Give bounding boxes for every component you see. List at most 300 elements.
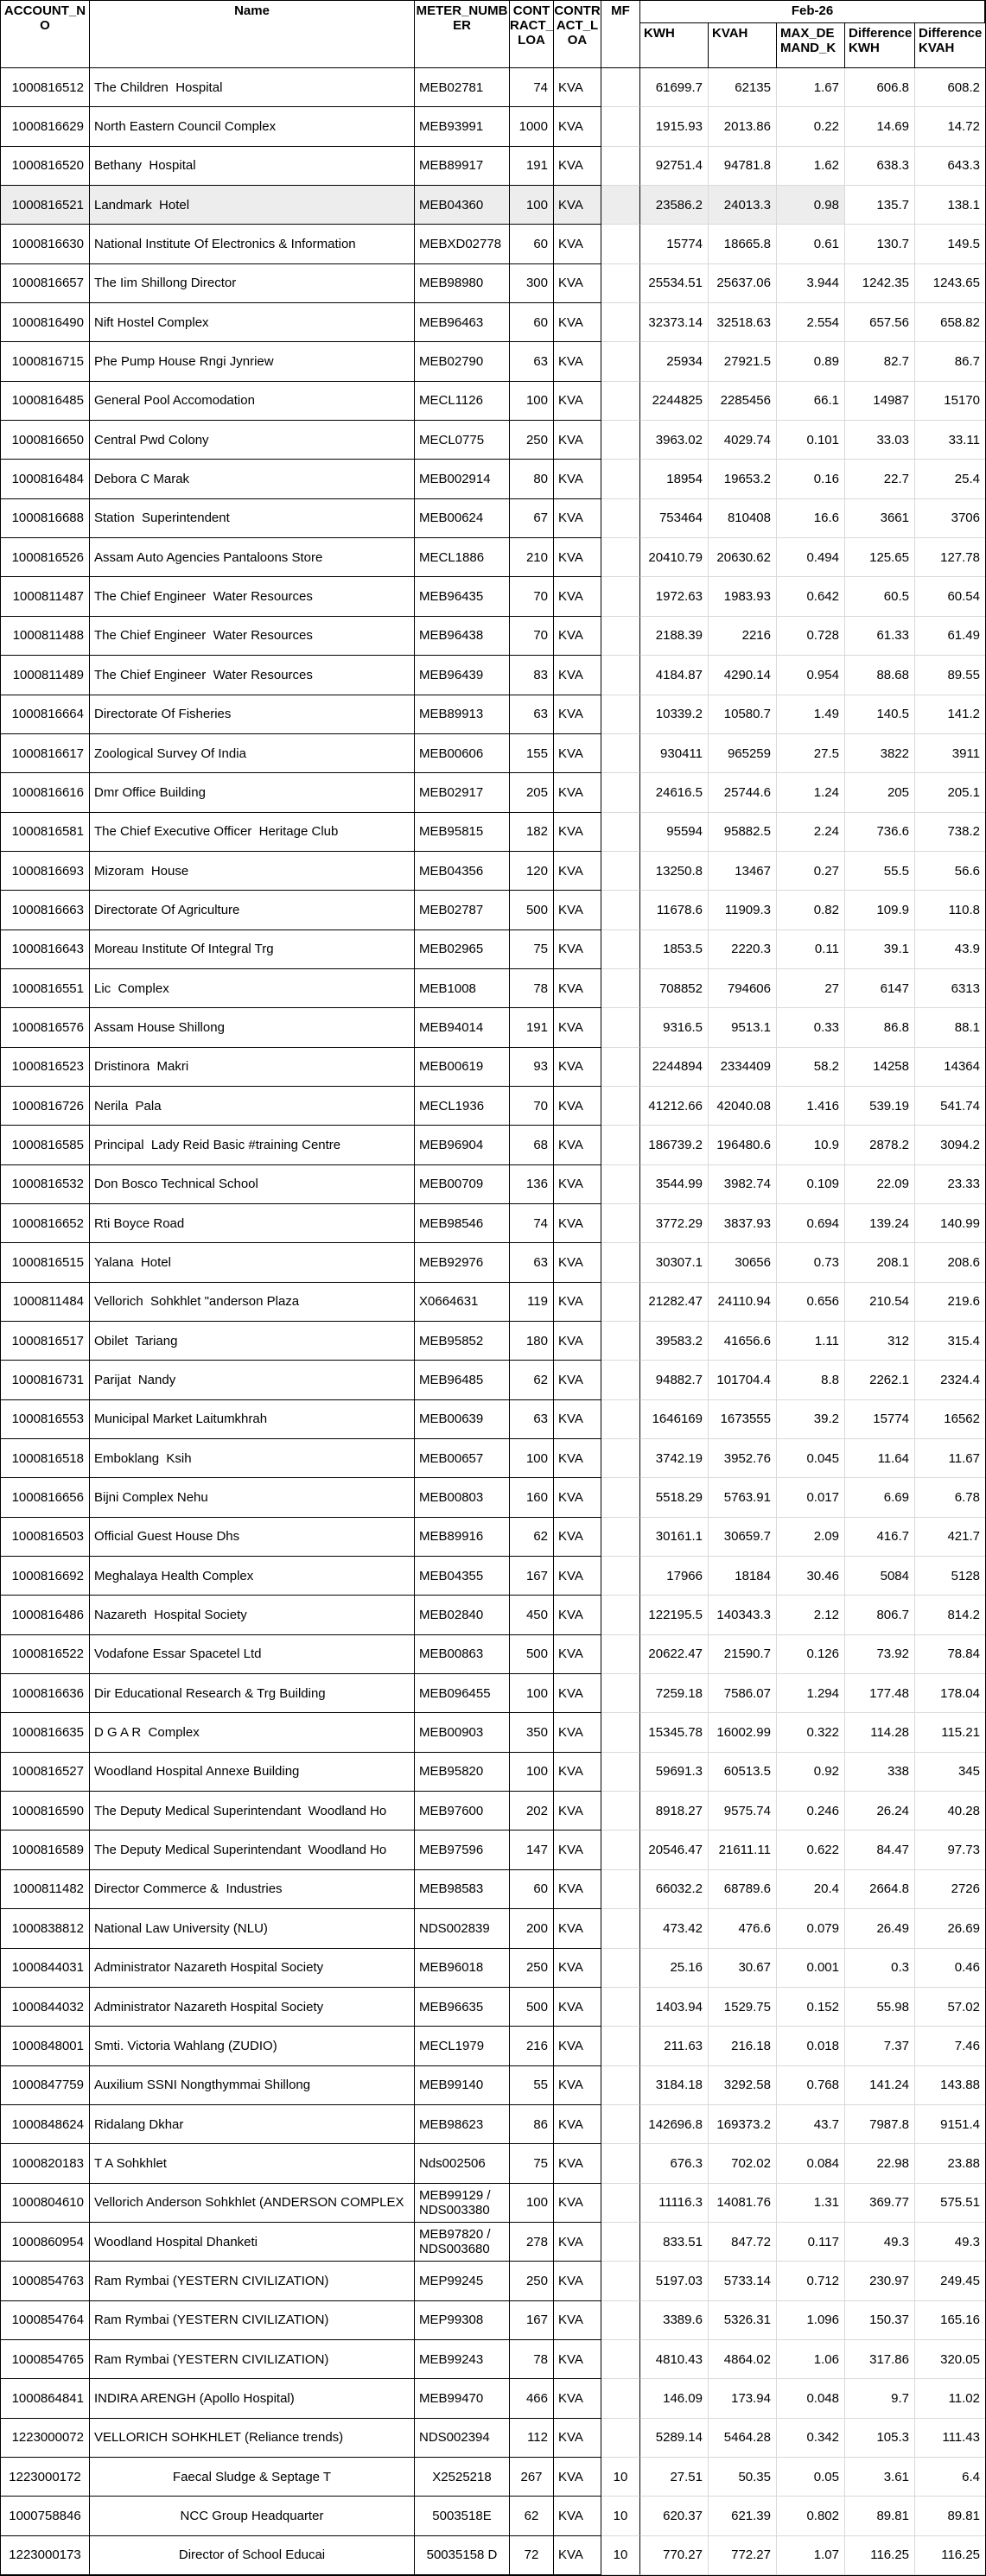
- cell-kwh[interactable]: 94882.7: [640, 1361, 709, 1399]
- cell-difference-kwh[interactable]: 2878.2: [845, 1126, 915, 1164]
- cell-account[interactable]: 1000816515: [1, 1243, 90, 1282]
- cell-kvah[interactable]: 5326.31: [709, 2301, 777, 2340]
- cell-difference-kvah[interactable]: 345: [915, 1753, 985, 1792]
- cell-kvah[interactable]: 18665.8: [709, 225, 777, 263]
- cell-contract-load[interactable]: 278: [510, 2223, 554, 2262]
- cell-contract-load[interactable]: 60: [510, 303, 554, 342]
- cell-kvah[interactable]: 25637.06: [709, 264, 777, 303]
- cell-name[interactable]: Director Commerce & Industries: [90, 1870, 415, 1909]
- cell-kvah[interactable]: 60513.5: [709, 1753, 777, 1792]
- cell-mf[interactable]: [601, 813, 640, 852]
- cell-meter-number[interactable]: MEB96439: [415, 656, 510, 695]
- cell-meter-number[interactable]: MEB00606: [415, 734, 510, 773]
- cell-account[interactable]: 1000816617: [1, 734, 90, 773]
- cell-difference-kvah[interactable]: 315.4: [915, 1322, 985, 1361]
- cell-meter-number[interactable]: MEB96435: [415, 577, 510, 616]
- cell-mf[interactable]: [601, 1635, 640, 1674]
- cell-kvah[interactable]: 3952.76: [709, 1439, 777, 1478]
- cell-difference-kwh[interactable]: 338: [845, 1753, 915, 1792]
- cell-mf[interactable]: [601, 186, 640, 225]
- cell-difference-kvah[interactable]: 88.1: [915, 1008, 985, 1047]
- cell-difference-kwh[interactable]: 60.5: [845, 577, 915, 616]
- cell-kwh[interactable]: 5518.29: [640, 1478, 709, 1517]
- cell-difference-kvah[interactable]: 127.78: [915, 538, 985, 577]
- cell-name[interactable]: Official Guest House Dhs: [90, 1518, 415, 1557]
- cell-difference-kvah[interactable]: 2726: [915, 1870, 985, 1909]
- cell-max-demand[interactable]: 0.084: [777, 2144, 845, 2183]
- cell-contract-load[interactable]: 136: [510, 1165, 554, 1204]
- cell-contract-load[interactable]: 500: [510, 891, 554, 930]
- cell-contract-load-unit[interactable]: KVA: [554, 2184, 601, 2223]
- cell-max-demand[interactable]: 1.49: [777, 695, 845, 734]
- cell-difference-kvah[interactable]: 115.21: [915, 1713, 985, 1752]
- cell-name[interactable]: The Chief Engineer Water Resources: [90, 617, 415, 656]
- cell-difference-kvah[interactable]: 541.74: [915, 1087, 985, 1126]
- cell-name[interactable]: Lic Complex: [90, 969, 415, 1008]
- cell-account[interactable]: 1000816726: [1, 1087, 90, 1126]
- cell-difference-kwh[interactable]: 606.8: [845, 68, 915, 107]
- cell-meter-number[interactable]: MEB02787: [415, 891, 510, 930]
- cell-account[interactable]: 1000816652: [1, 1204, 90, 1243]
- cell-name[interactable]: Ram Rymbai (YESTERN CIVILIZATION): [90, 2262, 415, 2300]
- cell-kwh[interactable]: 11678.6: [640, 891, 709, 930]
- cell-contract-load[interactable]: 160: [510, 1478, 554, 1517]
- cell-meter-number[interactable]: MEB04356: [415, 852, 510, 891]
- cell-name[interactable]: The Chief Engineer Water Resources: [90, 656, 415, 695]
- cell-contract-load[interactable]: 167: [510, 1557, 554, 1596]
- column-group-header-feb-26[interactable]: Feb-26: [640, 1, 985, 23]
- cell-contract-load[interactable]: 93: [510, 1048, 554, 1087]
- cell-contract-load-unit[interactable]: KVA: [554, 1322, 601, 1361]
- column-header-difference-kvah[interactable]: Difference KVAH: [915, 23, 985, 68]
- cell-kvah[interactable]: 702.02: [709, 2144, 777, 2183]
- cell-name[interactable]: Faecal Sludge & Septage T: [90, 2458, 415, 2497]
- cell-mf[interactable]: [601, 421, 640, 460]
- cell-kvah[interactable]: 810408: [709, 499, 777, 538]
- cell-difference-kwh[interactable]: 84.47: [845, 1830, 915, 1869]
- cell-contract-load[interactable]: 182: [510, 813, 554, 852]
- cell-contract-load-unit[interactable]: KVA: [554, 147, 601, 186]
- cell-meter-number[interactable]: MEB95820: [415, 1753, 510, 1792]
- cell-name[interactable]: Zoological Survey Of India: [90, 734, 415, 773]
- cell-difference-kvah[interactable]: 57.02: [915, 1988, 985, 2027]
- cell-difference-kwh[interactable]: 26.24: [845, 1792, 915, 1830]
- cell-max-demand[interactable]: 0.712: [777, 2262, 845, 2300]
- cell-contract-load-unit[interactable]: KVA: [554, 1557, 601, 1596]
- cell-max-demand[interactable]: 0.656: [777, 1283, 845, 1322]
- cell-difference-kvah[interactable]: 11.67: [915, 1439, 985, 1478]
- cell-account[interactable]: 1000816629: [1, 107, 90, 146]
- cell-meter-number[interactable]: MEB1008: [415, 969, 510, 1008]
- cell-max-demand[interactable]: 0.126: [777, 1635, 845, 1674]
- cell-account[interactable]: 1000816485: [1, 382, 90, 421]
- cell-difference-kvah[interactable]: 205.1: [915, 773, 985, 812]
- cell-contract-load-unit[interactable]: KVA: [554, 1635, 601, 1674]
- cell-name[interactable]: Don Bosco Technical School: [90, 1165, 415, 1204]
- cell-contract-load[interactable]: 500: [510, 1635, 554, 1674]
- cell-name[interactable]: Municipal Market Laitumkhrah: [90, 1400, 415, 1439]
- cell-account[interactable]: 1000816490: [1, 303, 90, 342]
- cell-kwh[interactable]: 59691.3: [640, 1753, 709, 1792]
- cell-difference-kwh[interactable]: 1242.35: [845, 264, 915, 303]
- cell-difference-kvah[interactable]: 78.84: [915, 1635, 985, 1674]
- cell-difference-kvah[interactable]: 320.05: [915, 2340, 985, 2379]
- cell-mf[interactable]: [601, 1518, 640, 1557]
- cell-difference-kwh[interactable]: 139.24: [845, 1204, 915, 1243]
- cell-mf[interactable]: [601, 2144, 640, 2183]
- cell-account[interactable]: 1000816484: [1, 460, 90, 498]
- cell-contract-load[interactable]: 191: [510, 147, 554, 186]
- cell-meter-number[interactable]: MEB096455: [415, 1674, 510, 1713]
- cell-difference-kwh[interactable]: 11.64: [845, 1439, 915, 1478]
- cell-max-demand[interactable]: 0.001: [777, 1949, 845, 1988]
- cell-difference-kwh[interactable]: 6147: [845, 969, 915, 1008]
- cell-difference-kwh[interactable]: 88.68: [845, 656, 915, 695]
- cell-mf[interactable]: [601, 1126, 640, 1164]
- cell-difference-kwh[interactable]: 7.37: [845, 2027, 915, 2065]
- cell-account[interactable]: 1000816715: [1, 342, 90, 381]
- cell-kvah[interactable]: 965259: [709, 734, 777, 773]
- cell-contract-load-unit[interactable]: KVA: [554, 773, 601, 812]
- cell-kwh[interactable]: 833.51: [640, 2223, 709, 2262]
- cell-kwh[interactable]: 21282.47: [640, 1283, 709, 1322]
- cell-contract-load-unit[interactable]: KVA: [554, 460, 601, 498]
- cell-contract-load[interactable]: 100: [510, 2184, 554, 2223]
- cell-kwh[interactable]: 20622.47: [640, 1635, 709, 1674]
- cell-contract-load[interactable]: 500: [510, 1988, 554, 2027]
- cell-name[interactable]: Obilet Tariang: [90, 1322, 415, 1361]
- cell-max-demand[interactable]: 0.768: [777, 2066, 845, 2105]
- cell-account[interactable]: 1000811489: [1, 656, 90, 695]
- cell-difference-kvah[interactable]: 11.02: [915, 2379, 985, 2418]
- cell-meter-number[interactable]: MEB93991: [415, 107, 510, 146]
- cell-kvah[interactable]: 13467: [709, 852, 777, 891]
- cell-account[interactable]: 1000860954: [1, 2223, 90, 2262]
- cell-account[interactable]: 1000816590: [1, 1792, 90, 1830]
- cell-difference-kvah[interactable]: 6313: [915, 969, 985, 1008]
- cell-account[interactable]: 1000816486: [1, 1596, 90, 1634]
- cell-name[interactable]: Bijni Complex Nehu: [90, 1478, 415, 1517]
- cell-kwh[interactable]: 3544.99: [640, 1165, 709, 1204]
- cell-max-demand[interactable]: 2.24: [777, 813, 845, 852]
- cell-account[interactable]: 1000811487: [1, 577, 90, 616]
- cell-difference-kwh[interactable]: 61.33: [845, 617, 915, 656]
- cell-contract-load-unit[interactable]: KVA: [554, 2340, 601, 2379]
- cell-account[interactable]: 1000864841: [1, 2379, 90, 2418]
- cell-difference-kvah[interactable]: 23.88: [915, 2144, 985, 2183]
- cell-difference-kvah[interactable]: 738.2: [915, 813, 985, 852]
- cell-account[interactable]: 1000816503: [1, 1518, 90, 1557]
- cell-kwh[interactable]: 2188.39: [640, 617, 709, 656]
- cell-contract-load-unit[interactable]: KVA: [554, 734, 601, 773]
- cell-kwh[interactable]: 473.42: [640, 1909, 709, 1948]
- cell-meter-number[interactable]: MEB00709: [415, 1165, 510, 1204]
- cell-kvah[interactable]: 19653.2: [709, 460, 777, 498]
- cell-mf[interactable]: [601, 1204, 640, 1243]
- cell-difference-kvah[interactable]: 1243.65: [915, 264, 985, 303]
- cell-mf[interactable]: [601, 1283, 640, 1322]
- cell-kvah[interactable]: 18184: [709, 1557, 777, 1596]
- cell-kwh[interactable]: 708852: [640, 969, 709, 1008]
- cell-difference-kvah[interactable]: 165.16: [915, 2301, 985, 2340]
- cell-contract-load-unit[interactable]: KVA: [554, 225, 601, 263]
- cell-difference-kwh[interactable]: 14987: [845, 382, 915, 421]
- cell-meter-number[interactable]: MEB99129 / NDS003380: [415, 2184, 510, 2223]
- cell-name[interactable]: Smti. Victoria Wahlang (ZUDIO): [90, 2027, 415, 2065]
- cell-difference-kwh[interactable]: 140.5: [845, 695, 915, 734]
- cell-mf[interactable]: [601, 1439, 640, 1478]
- cell-mf[interactable]: [601, 1870, 640, 1909]
- cell-name[interactable]: Assam Auto Agencies Pantaloons Store: [90, 538, 415, 577]
- cell-mf[interactable]: [601, 1478, 640, 1517]
- cell-kwh[interactable]: 5289.14: [640, 2419, 709, 2458]
- cell-account[interactable]: 1000820183: [1, 2144, 90, 2183]
- cell-kvah[interactable]: 42040.08: [709, 1087, 777, 1126]
- cell-mf[interactable]: [601, 2340, 640, 2379]
- cell-contract-load-unit[interactable]: KVA: [554, 421, 601, 460]
- cell-account[interactable]: 1000816512: [1, 68, 90, 107]
- cell-name[interactable]: Station Superintendent: [90, 499, 415, 538]
- cell-kwh[interactable]: 66032.2: [640, 1870, 709, 1909]
- cell-contract-load[interactable]: 100: [510, 382, 554, 421]
- cell-kwh[interactable]: 15345.78: [640, 1713, 709, 1752]
- cell-kvah[interactable]: 30656: [709, 1243, 777, 1282]
- cell-contract-load-unit[interactable]: KVA: [554, 1674, 601, 1713]
- cell-difference-kwh[interactable]: 55.98: [845, 1988, 915, 2027]
- cell-difference-kwh[interactable]: 806.7: [845, 1596, 915, 1634]
- cell-mf[interactable]: [601, 1596, 640, 1634]
- cell-name[interactable]: Dmr Office Building: [90, 773, 415, 812]
- cell-kvah[interactable]: 95882.5: [709, 813, 777, 852]
- cell-kvah[interactable]: 216.18: [709, 2027, 777, 2065]
- cell-name[interactable]: The Chief Engineer Water Resources: [90, 577, 415, 616]
- cell-account[interactable]: 1000848624: [1, 2105, 90, 2144]
- cell-kwh[interactable]: 3963.02: [640, 421, 709, 460]
- cell-difference-kvah[interactable]: 14.72: [915, 107, 985, 146]
- cell-mf[interactable]: [601, 342, 640, 381]
- cell-name[interactable]: Dir Educational Research & Trg Building: [90, 1674, 415, 1713]
- cell-contract-load[interactable]: 167: [510, 2301, 554, 2340]
- cell-kwh[interactable]: 95594: [640, 813, 709, 852]
- cell-contract-load-unit[interactable]: KVA: [554, 852, 601, 891]
- cell-mf[interactable]: [601, 891, 640, 930]
- cell-difference-kwh[interactable]: 125.65: [845, 538, 915, 577]
- cell-max-demand[interactable]: 0.22: [777, 107, 845, 146]
- cell-difference-kvah[interactable]: 60.54: [915, 577, 985, 616]
- cell-meter-number[interactable]: MEB89916: [415, 1518, 510, 1557]
- cell-difference-kvah[interactable]: 249.45: [915, 2262, 985, 2300]
- cell-name[interactable]: North Eastern Council Complex: [90, 107, 415, 146]
- cell-difference-kvah[interactable]: 3911: [915, 734, 985, 773]
- cell-max-demand[interactable]: 0.61: [777, 225, 845, 263]
- cell-account[interactable]: 1000848001: [1, 2027, 90, 2065]
- cell-kvah[interactable]: 173.94: [709, 2379, 777, 2418]
- cell-kvah[interactable]: 94781.8: [709, 147, 777, 186]
- cell-account[interactable]: 1000854764: [1, 2301, 90, 2340]
- cell-account[interactable]: 1000816526: [1, 538, 90, 577]
- cell-mf[interactable]: [601, 147, 640, 186]
- cell-meter-number[interactable]: MEB94014: [415, 1008, 510, 1047]
- cell-contract-load[interactable]: 155: [510, 734, 554, 773]
- cell-meter-number[interactable]: MEB04360: [415, 186, 510, 225]
- cell-account[interactable]: 1000816635: [1, 1713, 90, 1752]
- cell-difference-kvah[interactable]: 138.1: [915, 186, 985, 225]
- cell-name[interactable]: Principal Lady Reid Basic #training Centre: [90, 1126, 415, 1164]
- cell-difference-kwh[interactable]: 26.49: [845, 1909, 915, 1948]
- cell-difference-kvah[interactable]: 111.43: [915, 2419, 985, 2458]
- cell-account[interactable]: 1000816616: [1, 773, 90, 812]
- cell-contract-load[interactable]: 119: [510, 1283, 554, 1322]
- cell-name[interactable]: The Deputy Medical Superintendant Woodland Ho: [90, 1830, 415, 1869]
- cell-kvah[interactable]: 14081.76: [709, 2184, 777, 2223]
- cell-contract-load[interactable]: 100: [510, 186, 554, 225]
- cell-meter-number[interactable]: MEB02840: [415, 1596, 510, 1634]
- cell-contract-load[interactable]: 300: [510, 264, 554, 303]
- cell-max-demand[interactable]: 66.1: [777, 382, 845, 421]
- cell-difference-kvah[interactable]: 208.6: [915, 1243, 985, 1282]
- cell-kvah[interactable]: 4290.14: [709, 656, 777, 695]
- cell-mf[interactable]: [601, 1792, 640, 1830]
- cell-difference-kwh[interactable]: 116.25: [845, 2536, 915, 2575]
- cell-contract-load[interactable]: 216: [510, 2027, 554, 2065]
- cell-max-demand[interactable]: 10.9: [777, 1126, 845, 1164]
- cell-difference-kwh[interactable]: 3661: [845, 499, 915, 538]
- cell-contract-load-unit[interactable]: KVA: [554, 499, 601, 538]
- cell-kwh[interactable]: 753464: [640, 499, 709, 538]
- cell-account[interactable]: 1000816692: [1, 1557, 90, 1596]
- cell-name[interactable]: National Law University (NLU): [90, 1909, 415, 1948]
- cell-mf[interactable]: [601, 1753, 640, 1792]
- cell-difference-kvah[interactable]: 141.2: [915, 695, 985, 734]
- cell-difference-kwh[interactable]: 0.3: [845, 1949, 915, 1988]
- cell-max-demand[interactable]: 1.67: [777, 68, 845, 107]
- cell-account[interactable]: 1000854765: [1, 2340, 90, 2379]
- cell-difference-kwh[interactable]: 210.54: [845, 1283, 915, 1322]
- cell-kwh[interactable]: 24616.5: [640, 773, 709, 812]
- cell-difference-kvah[interactable]: 23.33: [915, 1165, 985, 1204]
- cell-difference-kvah[interactable]: 149.5: [915, 225, 985, 263]
- cell-kvah[interactable]: 2334409: [709, 1048, 777, 1087]
- cell-difference-kwh[interactable]: 14.69: [845, 107, 915, 146]
- cell-mf[interactable]: [601, 1557, 640, 1596]
- cell-contract-load[interactable]: 70: [510, 617, 554, 656]
- cell-difference-kwh[interactable]: 86.8: [845, 1008, 915, 1047]
- cell-account[interactable]: 1000816656: [1, 1478, 90, 1517]
- cell-difference-kwh[interactable]: 369.77: [845, 2184, 915, 2223]
- cell-kwh[interactable]: 122195.5: [640, 1596, 709, 1634]
- cell-meter-number[interactable]: MEB96463: [415, 303, 510, 342]
- cell-contract-load[interactable]: 450: [510, 1596, 554, 1634]
- cell-account[interactable]: 1000816521: [1, 186, 90, 225]
- cell-meter-number[interactable]: MEB95852: [415, 1322, 510, 1361]
- cell-meter-number[interactable]: MEBXD02778: [415, 225, 510, 263]
- cell-kvah[interactable]: 621.39: [709, 2497, 777, 2535]
- cell-contract-load-unit[interactable]: KVA: [554, 969, 601, 1008]
- cell-difference-kvah[interactable]: 9151.4: [915, 2105, 985, 2144]
- cell-kwh[interactable]: 3742.19: [640, 1439, 709, 1478]
- cell-account[interactable]: 1000816585: [1, 1126, 90, 1164]
- cell-mf[interactable]: 10: [601, 2497, 640, 2535]
- cell-kwh[interactable]: 32373.14: [640, 303, 709, 342]
- cell-max-demand[interactable]: 0.11: [777, 930, 845, 969]
- cell-kwh[interactable]: 146.09: [640, 2379, 709, 2418]
- cell-contract-load-unit[interactable]: KVA: [554, 1439, 601, 1478]
- cell-difference-kwh[interactable]: 3822: [845, 734, 915, 773]
- cell-name[interactable]: Woodland Hospital Annexe Building: [90, 1753, 415, 1792]
- cell-max-demand[interactable]: 8.8: [777, 1361, 845, 1399]
- cell-contract-load[interactable]: 62: [510, 1361, 554, 1399]
- cell-difference-kwh[interactable]: 130.7: [845, 225, 915, 263]
- cell-difference-kwh[interactable]: 317.86: [845, 2340, 915, 2379]
- cell-difference-kwh[interactable]: 49.3: [845, 2223, 915, 2262]
- cell-kvah[interactable]: 3837.93: [709, 1204, 777, 1243]
- cell-account[interactable]: 1223000072: [1, 2419, 90, 2458]
- cell-kwh[interactable]: 25534.51: [640, 264, 709, 303]
- cell-kwh[interactable]: 1972.63: [640, 577, 709, 616]
- cell-kvah[interactable]: 41656.6: [709, 1322, 777, 1361]
- cell-difference-kvah[interactable]: 0.46: [915, 1949, 985, 1988]
- cell-max-demand[interactable]: 0.494: [777, 538, 845, 577]
- cell-account[interactable]: 1000804610: [1, 2184, 90, 2223]
- cell-account[interactable]: 1000811484: [1, 1283, 90, 1322]
- cell-kvah[interactable]: 4029.74: [709, 421, 777, 460]
- cell-meter-number[interactable]: MEB02790: [415, 342, 510, 381]
- cell-kwh[interactable]: 9316.5: [640, 1008, 709, 1047]
- cell-account[interactable]: 1000838812: [1, 1909, 90, 1948]
- cell-mf[interactable]: 10: [601, 2536, 640, 2575]
- cell-difference-kwh[interactable]: 114.28: [845, 1713, 915, 1752]
- cell-kwh[interactable]: 25934: [640, 342, 709, 381]
- cell-kwh[interactable]: 11116.3: [640, 2184, 709, 2223]
- column-header-account[interactable]: ACCOUNT_NO: [1, 1, 90, 68]
- cell-contract-load[interactable]: 63: [510, 1400, 554, 1439]
- cell-kwh[interactable]: 620.37: [640, 2497, 709, 2535]
- cell-meter-number[interactable]: MEB00619: [415, 1048, 510, 1087]
- cell-mf[interactable]: [601, 1361, 640, 1399]
- cell-name[interactable]: Directorate Of Agriculture: [90, 891, 415, 930]
- cell-meter-number[interactable]: MEB00903: [415, 1713, 510, 1752]
- cell-meter-number[interactable]: MEB98583: [415, 1870, 510, 1909]
- cell-name[interactable]: Vodafone Essar Spacetel Ltd: [90, 1635, 415, 1674]
- cell-difference-kwh[interactable]: 312: [845, 1322, 915, 1361]
- cell-contract-load[interactable]: 191: [510, 1008, 554, 1047]
- cell-max-demand[interactable]: 0.27: [777, 852, 845, 891]
- cell-meter-number[interactable]: MEB00657: [415, 1439, 510, 1478]
- cell-contract-load[interactable]: 100: [510, 1439, 554, 1478]
- cell-difference-kvah[interactable]: 178.04: [915, 1674, 985, 1713]
- cell-contract-load[interactable]: 350: [510, 1713, 554, 1752]
- cell-contract-load[interactable]: 202: [510, 1792, 554, 1830]
- cell-difference-kvah[interactable]: 25.4: [915, 460, 985, 498]
- cell-difference-kvah[interactable]: 140.99: [915, 1204, 985, 1243]
- cell-name[interactable]: Ram Rymbai (YESTERN CIVILIZATION): [90, 2301, 415, 2340]
- cell-mf[interactable]: [601, 656, 640, 695]
- cell-name[interactable]: T A Sohkhlet: [90, 2144, 415, 2183]
- cell-contract-load-unit[interactable]: KVA: [554, 1988, 601, 2027]
- cell-max-demand[interactable]: 1.416: [777, 1087, 845, 1126]
- cell-contract-load[interactable]: 466: [510, 2379, 554, 2418]
- cell-kwh[interactable]: 1403.94: [640, 1988, 709, 2027]
- cell-contract-load-unit[interactable]: KVA: [554, 1361, 601, 1399]
- cell-meter-number[interactable]: MECL1979: [415, 2027, 510, 2065]
- cell-account[interactable]: 1000758846: [1, 2497, 90, 2535]
- cell-max-demand[interactable]: 0.622: [777, 1830, 845, 1869]
- cell-difference-kvah[interactable]: 89.81: [915, 2497, 985, 2535]
- cell-account[interactable]: 1000816553: [1, 1400, 90, 1439]
- cell-kvah[interactable]: 10580.7: [709, 695, 777, 734]
- cell-difference-kwh[interactable]: 15774: [845, 1400, 915, 1439]
- cell-name[interactable]: The Deputy Medical Superintendant Woodland Ho: [90, 1792, 415, 1830]
